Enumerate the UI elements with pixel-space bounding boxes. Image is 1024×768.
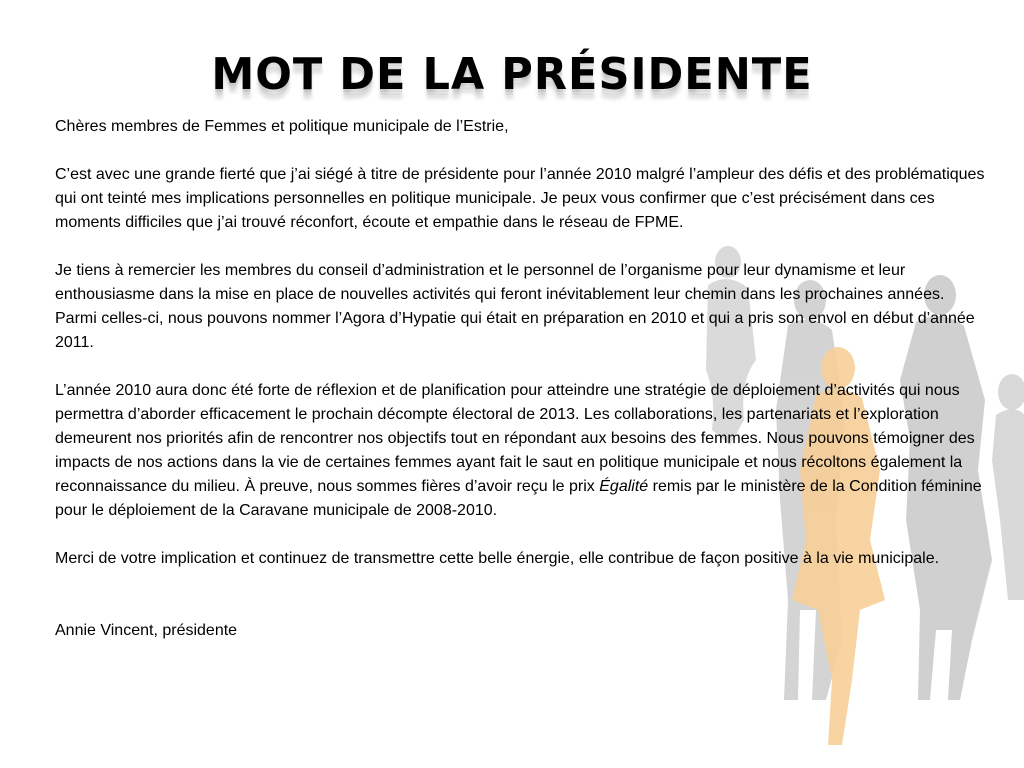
prize-name: Égalité	[599, 478, 649, 495]
signature: Annie Vincent, présidente	[55, 622, 238, 639]
letter-body	[55, 115, 990, 643]
paragraph-2: Je tiens à remercier les membres du conseil d’administration et le personnel de l’organisme pour leur dynamisme et leur enthousiasme dans la mise en place de nouvelles activités qui feront inévitablement leur chemin dans les prochaines années. Parmi celles-ci, nous pouvons nommer l’Agora d’Hypatie qui était en préparation en 2010 et qui a pris son envol en début d’année 2011.	[55, 262, 975, 351]
paragraph-3-text-end: remis par le ministère de la Condition féminine pour le déploiement de la Caravane municipale de 2008-2010.	[55, 478, 982, 519]
paragraph-3-text: L’année 2010 aura donc été forte de réflexion et de planification pour atteindre une stratégie de déploiement d’activités qui nous permettra d’aborder efficacement le prochain décompte électoral de 2013. Les collaborations, les partenariats et l’exploration demeurent nos priorités afin de rencontrer nos objectifs tout en répondant aux besoins des femmes. Nous pouvons témoigner des impacts de nos actions dans la vie de certaines femmes ayant fait le saut en politique municipale et nous récoltons également la reconnaissance du milieu. À preuve, nous sommes fières d’avoir reçu le prix	[55, 382, 975, 495]
paragraph-3	[55, 379, 990, 523]
salutation: Chères membres de Femmes et politique municipale de l’Estrie,	[55, 118, 509, 135]
paragraph-4: Merci de votre implication et continuez de transmettre cette belle énergie, elle contribue de façon positive à la vie municipale.	[55, 550, 940, 567]
page-title: MOT DE LA PRÉSIDENTE	[211, 49, 813, 101]
paragraph-1: C’est avec une grande fierté que j’ai siégé à titre de présidente pour l’année 2010 malgré l’ampleur des défis et des problématiques qui ont teinté mes implications personnelles en politique municipale. Je peux vous confirmer que c’est précisément dans ces moments difficiles que j’ai trouvé réconfort, écoute et empathie dans le réseau de FPME.	[55, 166, 985, 231]
